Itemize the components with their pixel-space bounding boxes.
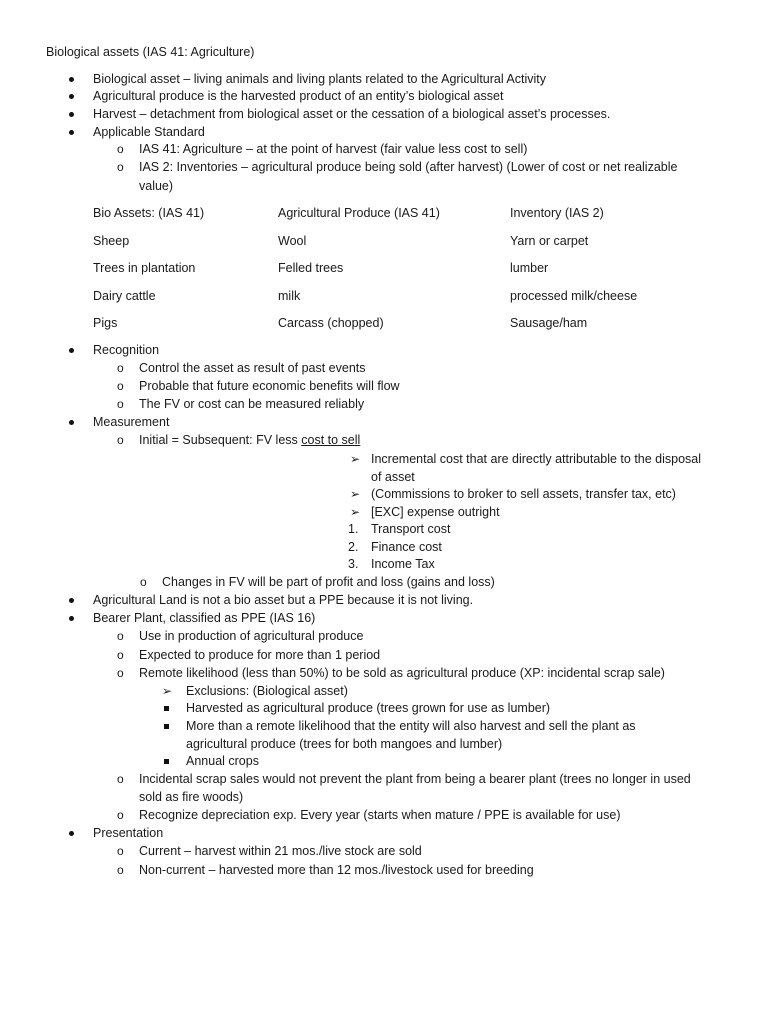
bearer-item: Incidental scrap sales would not prevent the plant from being a bearer plant (trees no longer in used [139,772,691,786]
numbered-item: Income Tax [371,557,435,571]
number-label: 3. [348,557,359,571]
number-label: 2. [348,540,359,554]
circle-marker: o [117,361,124,375]
arrow-item: Incremental cost that are directly attributable to the disposal [371,452,702,466]
bearer-label: Bearer Plant, classified as PPE (IAS 16) [93,611,316,625]
circle-marker: o [117,666,124,680]
bullet [69,77,74,82]
bullet [69,831,74,836]
recognition-item: The FV or cost can be measured reliably [139,397,365,411]
bullet-text: Agricultural produce is the harvested product of an entity’s biological asset [93,89,504,103]
presentation-item: Non-current – harvested more than 12 mos./livestock used for breeding [139,863,534,877]
circle-marker: o [117,160,124,174]
bullet-text: Biological asset – living animals and living plants related to the Agricultural Activity [93,72,547,86]
circle-marker: o [117,844,124,858]
table-cell: Wool [278,234,307,248]
table-cell: Dairy cattle [93,289,156,303]
measurement-changes: Changes in FV will be part of profit and loss (gains and loss) [162,575,495,589]
circle-marker: o [117,379,124,393]
arrow-item: [EXC] expense outright [371,505,500,519]
presentation-item: Current – harvest within 21 mos./live stock are sold [139,844,422,858]
circle-marker: o [117,772,124,786]
bullet [69,420,74,425]
document-title: Biological assets (IAS 41: Agriculture) [46,45,255,59]
table-cell: Pigs [93,316,118,330]
circle-marker: o [117,863,124,877]
bearer-item: Expected to produce for more than 1 period [139,648,381,662]
table-cell: Sausage/ham [510,316,588,330]
bearer-item: Recognize depreciation exp. Every year (starts when mature / PPE is available for use) [139,808,621,822]
table-header: Agricultural Produce (IAS 41) [278,206,440,220]
standard-item: IAS 41: Agriculture – at the point of harvest (fair value less cost to sell) [139,142,528,156]
arrow-marker: ➢ [162,684,173,698]
table-cell: Sheep [93,234,130,248]
measurement-initial [139,431,360,449]
bearer-item: Use in production of agricultural produce [139,629,364,643]
table-cell: Carcass (chopped) [278,316,384,330]
exclusion-item-cont: agricultural produce (trees for both mangoes and lumber) [186,737,503,751]
bullet-text: Applicable Standard [93,125,205,139]
bearer-item: Remote likelihood (less than 50%) to be sold as agricultural produce (XP: incidental scrap sale) [139,666,665,680]
circle-marker: o [117,433,124,447]
circle-marker: o [117,397,124,411]
cost-to-sell-underlined: cost to sell [301,433,361,447]
exclusion-item: Annual crops [186,754,259,768]
standard-item-cont: value) [139,179,174,193]
circle-marker: o [140,575,147,589]
exclusions-label: Exclusions: (Biological asset) [186,684,348,698]
arrow-marker: ➢ [350,487,361,501]
bullet-text: Harvest – detachment from biological asset or the cessation of a biological asset’s processes. [93,107,611,121]
square-bullet [164,724,169,729]
table-cell: Trees in plantation [93,261,196,275]
bullet [69,112,74,117]
arrow-item-cont: of asset [371,470,415,484]
measurement-label: Measurement [93,415,170,429]
numbered-item: Finance cost [371,540,442,554]
circle-marker: o [117,629,124,643]
arrow-marker: ➢ [350,505,361,519]
numbered-item: Transport cost [371,522,451,536]
circle-marker: o [117,808,124,822]
bullet [69,94,74,99]
exclusion-item: Harvested as agricultural produce (trees grown for use as lumber) [186,701,551,715]
square-bullet [164,706,169,711]
exclusion-item: More than a remote likelihood that the entity will also harvest and sell the plant as [186,719,636,733]
bullet [69,348,74,353]
arrow-marker: ➢ [350,452,361,466]
measurement-initial-prefix: Initial = Subsequent: FV less [139,433,302,447]
bullet [69,130,74,135]
recognition-label: Recognition [93,343,160,357]
presentation-label: Presentation [93,826,164,840]
table-header: Bio Assets: (IAS 41) [93,206,205,220]
agri-land-text: Agricultural Land is not a bio asset but a PPE because it is not living. [93,593,474,607]
circle-marker: o [117,648,124,662]
table-cell: processed milk/cheese [510,289,638,303]
table-header: Inventory (IAS 2) [510,206,604,220]
standard-item: IAS 2: Inventories – agricultural produce being sold (after harvest) (Lower of cost or net realizable [139,160,678,174]
table-cell: lumber [510,261,549,275]
circle-marker: o [117,142,124,156]
bearer-item-cont: sold as fire woods) [139,790,244,804]
bullet [69,598,74,603]
number-label: 1. [348,522,359,536]
arrow-item: (Commissions to broker to sell assets, transfer tax, etc) [371,487,676,501]
bullet [69,616,74,621]
square-bullet [164,759,169,764]
table-cell: Felled trees [278,261,344,275]
table-cell: Yarn or carpet [510,234,589,248]
table-cell: milk [278,289,301,303]
recognition-item: Control the asset as result of past events [139,361,366,375]
recognition-item: Probable that future economic benefits will flow [139,379,400,393]
